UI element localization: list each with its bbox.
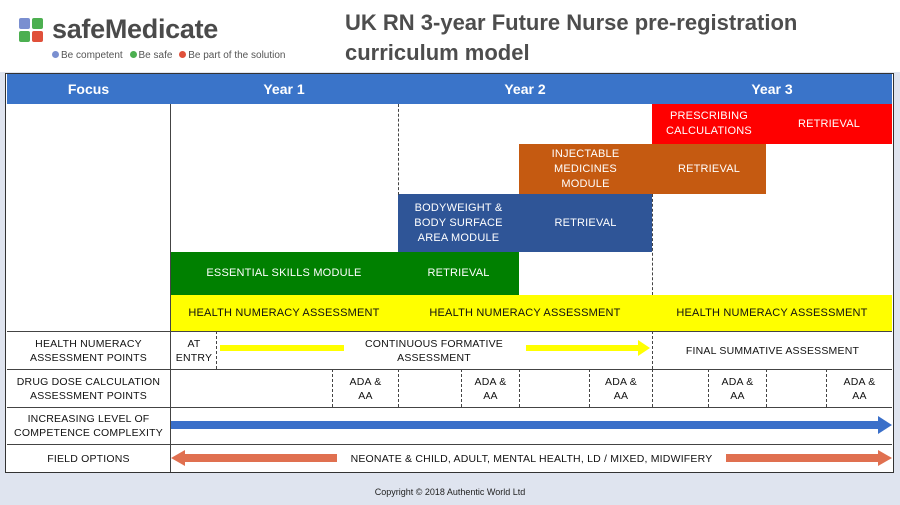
continuous-text: CONTINUOUS FORMATIVE ASSESSMENT [365,337,503,364]
essential-retrieval: RETRIEVAL [398,252,519,295]
ada-point-2: ADA & AA [474,375,507,402]
tagline-1: Be competent [61,50,123,61]
year-divider-1 [398,104,399,195]
tagline-3: Be part of the solution [188,50,286,61]
essential-skills-module: ESSENTIAL SKILLS MODULE [170,252,398,295]
header-year1: Year 1 [263,81,305,97]
competence-arrow [171,416,892,434]
hna-year3: HEALTH NUMERACY ASSESSMENT [652,295,892,331]
copyright-text: Copyright © 2018 Authentic World Ltd [374,487,526,497]
prescribing-module: PRESCRIBING CALCULATIONS [652,104,766,144]
focus-divider-top [170,104,171,331]
brand-name: safeMedicate [52,14,218,44]
final-summative-text: FINAL SUMMATIVE ASSESSMENT [685,344,860,357]
at-entry-text: AT ENTRY [175,337,213,364]
hna-year1: HEALTH NUMERACY ASSESSMENT [170,295,398,331]
hna-year2: HEALTH NUMERACY ASSESSMENT [398,295,652,331]
logo-icon [19,18,43,42]
injectable-retrieval: RETRIEVAL [652,144,766,194]
ada-point-5: ADA & AA [843,375,876,402]
brand-tagline [52,50,286,61]
field-arrow-left [171,450,337,466]
formative-bar-left [220,343,346,353]
tagline-2: Be safe [138,50,173,61]
prescribing-retrieval: RETRIEVAL [766,104,892,144]
year-divider-2 [652,194,653,295]
tagline-dot-2 [130,51,137,58]
page-title: UK RN 3-year Future Nurse pre-registration curriculum model [345,10,798,65]
injectable-module: INJECTABLE MEDICINES MODULE [519,144,652,194]
field-options-text: NEONATE & CHILD, ADULT, MENTAL HEALTH, LD / MIXED, MIDWIFERY [350,452,713,465]
ada-point-3: ADA & AA [605,375,637,402]
row-label-hna-points: HEALTH NUMERACY ASSESSMENT POINTS [30,337,147,364]
header-focus: Focus [67,81,110,97]
dd-divider-4 [519,369,520,407]
dd-divider-2 [398,369,399,407]
header-year2: Year 2 [504,81,546,97]
entry-divider [216,331,217,369]
tagline-dot-3 [179,51,186,58]
tagline-dot-1 [52,51,59,58]
row-label-drug-dose: DRUG DOSE CALCULATION ASSESSMENT POINTS [16,375,161,402]
field-arrow-right [726,450,892,466]
row-label-field: FIELD OPTIONS [47,452,130,465]
bodyweight-module: BODYWEIGHT & BODY SURFACE AREA MODULE [398,194,519,252]
header-year3: Year 3 [751,81,793,97]
row-label-competence: INCREASING LEVEL OF COMPETENCE COMPLEXITY [14,413,163,439]
dd-divider-8 [766,369,767,407]
ada-point-1: ADA & AA [349,375,382,402]
ada-point-4: ADA & AA [721,375,754,402]
bodyweight-retrieval: RETRIEVAL [519,194,652,252]
formative-arrow-right [526,340,650,356]
dd-divider-6 [652,369,653,407]
